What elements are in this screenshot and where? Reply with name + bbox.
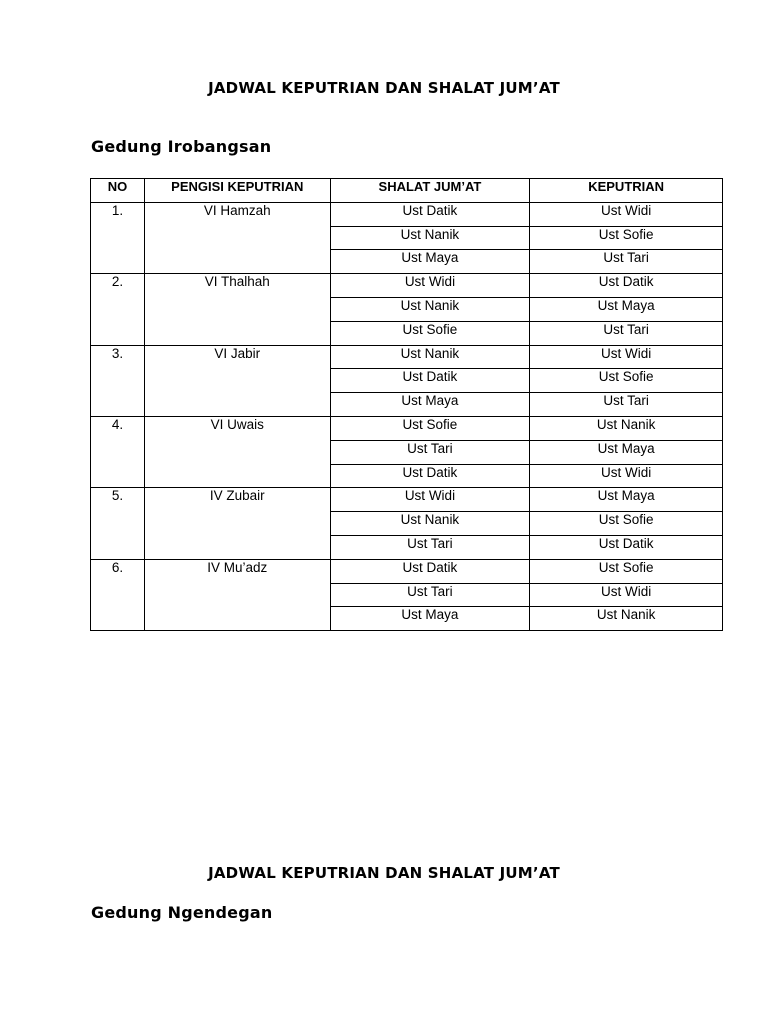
jumat-cell: Ust Datik (330, 202, 530, 226)
row-number: 6. (91, 559, 145, 630)
keputrian-cell: Ust Maya (530, 297, 723, 321)
table-body (91, 202, 723, 630)
row-number: 4. (91, 416, 145, 487)
table-row (91, 416, 723, 440)
jumat-cell: Ust Tari (330, 535, 530, 559)
class-name: VI Jabir (144, 345, 330, 416)
keputrian-cell: Ust Tari (530, 250, 723, 274)
row-number: 2. (91, 274, 145, 345)
jumat-cell: Ust Nanik (330, 512, 530, 536)
keputrian-cell: Ust Tari (530, 321, 723, 345)
table-row (91, 559, 723, 583)
row-number: 3. (91, 345, 145, 416)
class-name: VI Hamzah (144, 202, 330, 273)
class-name: VI Thalhah (144, 274, 330, 345)
keputrian-cell: Ust Tari (530, 393, 723, 417)
row-number: 5. (91, 488, 145, 559)
keputrian-cell: Ust Datik (530, 535, 723, 559)
jumat-cell: Ust Tari (330, 583, 530, 607)
column-header-jumat: SHALAT JUM’AT (330, 179, 530, 203)
table-row (91, 202, 723, 226)
jumat-cell: Ust Sofie (330, 321, 530, 345)
keputrian-cell: Ust Widi (530, 583, 723, 607)
keputrian-cell: Ust Nanik (530, 416, 723, 440)
keputrian-cell: Ust Maya (530, 440, 723, 464)
jumat-cell: Ust Widi (330, 274, 530, 298)
jumat-cell: Ust Nanik (330, 345, 530, 369)
column-header-class: PENGISI KEPUTRIAN (144, 179, 330, 203)
class-name: IV Zubair (144, 488, 330, 559)
jumat-cell: Ust Widi (330, 488, 530, 512)
jumat-cell: Ust Nanik (330, 297, 530, 321)
keputrian-cell: Ust Widi (530, 202, 723, 226)
keputrian-cell: Ust Datik (530, 274, 723, 298)
row-number: 1. (91, 202, 145, 273)
keputrian-cell: Ust Maya (530, 488, 723, 512)
table-row (91, 274, 723, 298)
building-heading: Gedung Ngendegan (91, 903, 273, 922)
keputrian-cell: Ust Widi (530, 464, 723, 488)
keputrian-cell: Ust Sofie (530, 369, 723, 393)
keputrian-cell: Ust Sofie (530, 559, 723, 583)
class-name: VI Uwais (144, 416, 330, 487)
building-heading: Gedung Irobangsan (91, 137, 272, 156)
document-title: JADWAL KEPUTRIAN DAN SHALAT JUM’AT (208, 79, 560, 97)
jumat-cell: Ust Tari (330, 440, 530, 464)
schedule-table (90, 178, 723, 631)
jumat-cell: Ust Datik (330, 559, 530, 583)
keputrian-cell: Ust Sofie (530, 226, 723, 250)
table-header-row (91, 179, 723, 203)
keputrian-cell: Ust Widi (530, 345, 723, 369)
jumat-cell: Ust Sofie (330, 416, 530, 440)
document-title: JADWAL KEPUTRIAN DAN SHALAT JUM’AT (208, 864, 560, 882)
jumat-cell: Ust Maya (330, 250, 530, 274)
jumat-cell: Ust Maya (330, 607, 530, 631)
keputrian-cell: Ust Sofie (530, 512, 723, 536)
jumat-cell: Ust Maya (330, 393, 530, 417)
column-header-keputrian: KEPUTRIAN (530, 179, 723, 203)
jumat-cell: Ust Nanik (330, 226, 530, 250)
column-header-no: NO (91, 179, 145, 203)
keputrian-cell: Ust Nanik (530, 607, 723, 631)
class-name: IV Mu’adz (144, 559, 330, 630)
table-row (91, 345, 723, 369)
jumat-cell: Ust Datik (330, 369, 530, 393)
table-row (91, 488, 723, 512)
jumat-cell: Ust Datik (330, 464, 530, 488)
